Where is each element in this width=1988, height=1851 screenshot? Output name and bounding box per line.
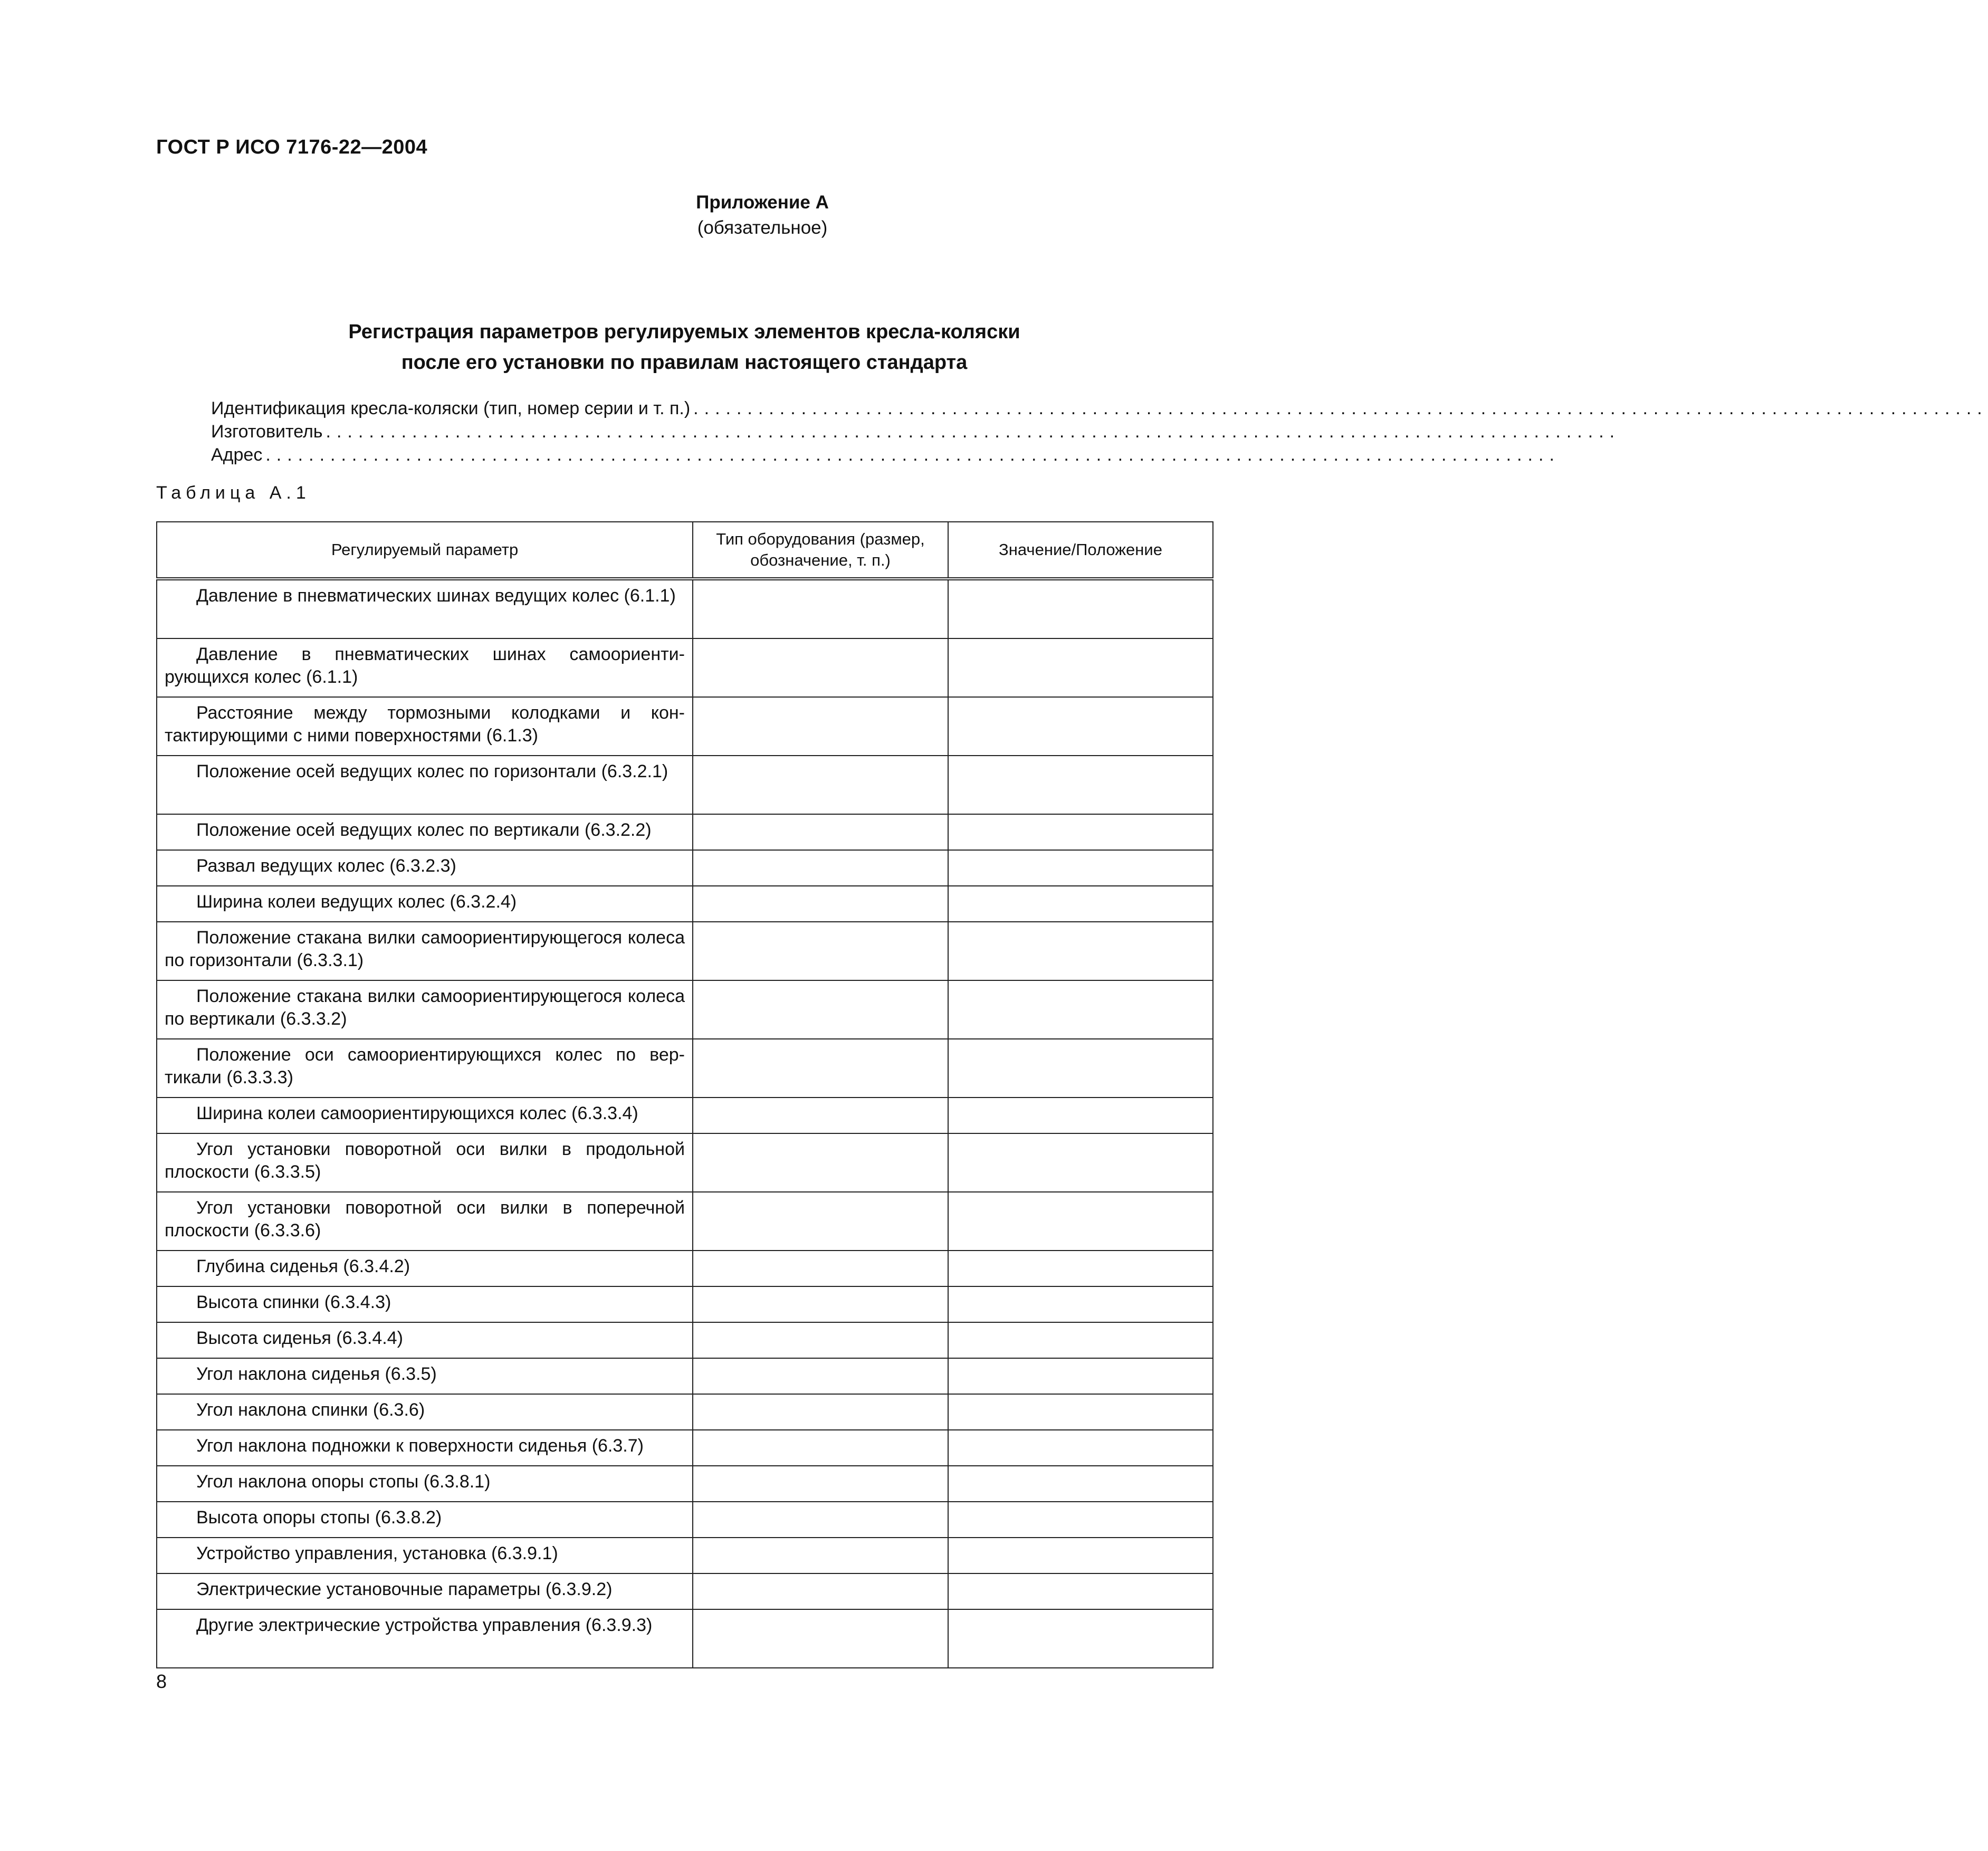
field-address[interactable] [211, 443, 1560, 466]
table-row [157, 1358, 1213, 1394]
table-row [157, 579, 1213, 638]
dotted-leader: ........................................................................................................................ [326, 422, 1621, 442]
parameter-cell: Электрические установочные параметры (6.3.9.2) [157, 1573, 693, 1609]
value-cell[interactable] [948, 1192, 1213, 1251]
field-manufacturer[interactable] [211, 420, 1621, 443]
identification-fields [211, 397, 1988, 466]
parameter-cell: Угол установки поворотной оси вилки в продольной плоскости (6.3.3.5) [157, 1133, 693, 1192]
table-row [157, 1322, 1213, 1358]
equipment-cell[interactable] [693, 886, 948, 922]
parameter-cell: Глубина сиденья (6.3.4.2) [157, 1251, 693, 1286]
parameter-cell: Другие электрические устройства управления (6.3.9.3) [157, 1609, 693, 1668]
column-header-value: Значение/Положение [948, 522, 1213, 579]
value-cell[interactable] [948, 980, 1213, 1039]
appendix-heading [528, 190, 997, 241]
table-row [157, 1573, 1213, 1609]
page-number: 8 [156, 1671, 167, 1692]
table-row [157, 1430, 1213, 1466]
equipment-cell[interactable] [693, 980, 948, 1039]
table-header-row [157, 522, 1213, 579]
document-title-line-2: после его установки по правилам настоящего стандарта [401, 351, 968, 374]
value-cell[interactable] [948, 756, 1213, 814]
table-row [157, 922, 1213, 980]
table-row [157, 886, 1213, 922]
value-cell[interactable] [948, 1358, 1213, 1394]
parameter-cell: Давление в пневматических шинах самоориенти-рующихся колес (6.1.1) [157, 638, 693, 697]
value-cell[interactable] [948, 579, 1213, 638]
parameter-cell: Угол установки поворотной оси вилки в поперечной плоскости (6.3.3.6) [157, 1192, 693, 1251]
column-header-equipment: Тип оборудования (размер, обозначение, т. п.) [693, 522, 948, 579]
document-title-line-1: Регистрация параметров регулируемых элементов кресла-коляски [348, 321, 1020, 343]
field-label: Идентификация кресла-коляски (тип, номер серии и т. п.) [211, 398, 691, 418]
dotted-leader: ........................................................................................................................ [693, 398, 1988, 418]
table-row [157, 1538, 1213, 1573]
table-body [157, 579, 1213, 1668]
value-cell[interactable] [948, 638, 1213, 697]
table-row [157, 638, 1213, 697]
value-cell[interactable] [948, 922, 1213, 980]
equipment-cell[interactable] [693, 1573, 948, 1609]
parameter-cell: Угол наклона подножки к поверхности сиденья (6.3.7) [157, 1430, 693, 1466]
parameters-table [156, 521, 1213, 1668]
equipment-cell[interactable] [693, 1286, 948, 1322]
value-cell[interactable] [948, 1286, 1213, 1322]
table-row [157, 980, 1213, 1039]
parameter-cell: Расстояние между тормозными колодками и кон-тактирующими с ними поверхностями (6.1.3) [157, 697, 693, 756]
value-cell[interactable] [948, 1322, 1213, 1358]
parameter-cell: Высота опоры стопы (6.3.8.2) [157, 1502, 693, 1538]
equipment-cell[interactable] [693, 814, 948, 850]
table-row [157, 1251, 1213, 1286]
value-cell[interactable] [948, 1251, 1213, 1286]
parameter-cell: Положение осей ведущих колес по горизонтали (6.3.2.1) [157, 756, 693, 814]
field-wheelchair-identification[interactable] [211, 397, 1988, 420]
table-row [157, 1394, 1213, 1430]
equipment-cell[interactable] [693, 1538, 948, 1573]
equipment-cell[interactable] [693, 922, 948, 980]
table-row [157, 1502, 1213, 1538]
parameter-cell: Ширина колеи ведущих колес (6.3.2.4) [157, 886, 693, 922]
equipment-cell[interactable] [693, 1466, 948, 1502]
parameter-cell: Положение стакана вилки самоориентирующегося колеса по горизонтали (6.3.3.1) [157, 922, 693, 980]
table-row [157, 814, 1213, 850]
parameter-cell: Положение оси самоориентирующихся колес по вер-тикали (6.3.3.3) [157, 1039, 693, 1098]
parameter-cell: Устройство управления, установка (6.3.9.1) [157, 1538, 693, 1573]
value-cell[interactable] [948, 697, 1213, 756]
equipment-cell[interactable] [693, 579, 948, 638]
value-cell[interactable] [948, 1538, 1213, 1573]
table-row [157, 1286, 1213, 1322]
field-label: Изготовитель [211, 422, 323, 442]
equipment-cell[interactable] [693, 638, 948, 697]
equipment-cell[interactable] [693, 756, 948, 814]
table-row [157, 1133, 1213, 1192]
dotted-leader: ........................................................................................................................ [265, 445, 1560, 465]
table-row [157, 1098, 1213, 1133]
value-cell[interactable] [948, 1098, 1213, 1133]
equipment-cell[interactable] [693, 697, 948, 756]
equipment-cell[interactable] [693, 1430, 948, 1466]
parameter-cell: Давление в пневматических шинах ведущих колес (6.1.1) [157, 579, 693, 638]
equipment-cell[interactable] [693, 1039, 948, 1098]
parameter-cell: Угол наклона сиденья (6.3.5) [157, 1358, 693, 1394]
value-cell[interactable] [948, 1466, 1213, 1502]
equipment-cell[interactable] [693, 1133, 948, 1192]
equipment-cell[interactable] [693, 1502, 948, 1538]
column-header-parameter: Регулируемый параметр [157, 522, 693, 579]
table-row [157, 1466, 1213, 1502]
equipment-cell[interactable] [693, 1358, 948, 1394]
table-row [157, 756, 1213, 814]
value-cell[interactable] [948, 1609, 1213, 1668]
document-title [156, 317, 1212, 378]
value-cell[interactable] [948, 1394, 1213, 1430]
value-cell[interactable] [948, 1573, 1213, 1609]
table-caption: Таблица А.1 [156, 483, 311, 503]
value-cell[interactable] [948, 1430, 1213, 1466]
parameter-cell: Развал ведущих колес (6.3.2.3) [157, 850, 693, 886]
equipment-cell[interactable] [693, 1394, 948, 1430]
value-cell[interactable] [948, 1133, 1213, 1192]
parameter-cell: Угол наклона спинки (6.3.6) [157, 1394, 693, 1430]
value-cell[interactable] [948, 886, 1213, 922]
field-label: Адрес [211, 445, 263, 465]
equipment-cell[interactable] [693, 1609, 948, 1668]
equipment-cell[interactable] [693, 1251, 948, 1286]
table-row [157, 1192, 1213, 1251]
table-row [157, 1039, 1213, 1098]
table-row [157, 1609, 1213, 1668]
parameter-cell: Положение осей ведущих колес по вертикали (6.3.2.2) [157, 814, 693, 850]
equipment-cell[interactable] [693, 1192, 948, 1251]
standard-designation: ГОСТ Р ИСО 7176-22—2004 [156, 136, 428, 158]
value-cell[interactable] [948, 1039, 1213, 1098]
equipment-cell[interactable] [693, 850, 948, 886]
parameter-cell: Ширина колеи самоориентирующихся колес (6.3.3.4) [157, 1098, 693, 1133]
appendix-status: (обязательное) [697, 217, 828, 238]
appendix-title: Приложение А [696, 192, 829, 213]
value-cell[interactable] [948, 814, 1213, 850]
parameter-cell: Высота спинки (6.3.4.3) [157, 1286, 693, 1322]
parameter-cell: Положение стакана вилки самоориентирующегося колеса по вертикали (6.3.3.2) [157, 980, 693, 1039]
equipment-cell[interactable] [693, 1322, 948, 1358]
value-cell[interactable] [948, 1502, 1213, 1538]
value-cell[interactable] [948, 850, 1213, 886]
table-row [157, 850, 1213, 886]
parameter-cell: Угол наклона опоры стопы (6.3.8.1) [157, 1466, 693, 1502]
parameter-cell: Высота сиденья (6.3.4.4) [157, 1322, 693, 1358]
table-row [157, 697, 1213, 756]
equipment-cell[interactable] [693, 1098, 948, 1133]
parameters-table-container [156, 521, 1212, 1668]
